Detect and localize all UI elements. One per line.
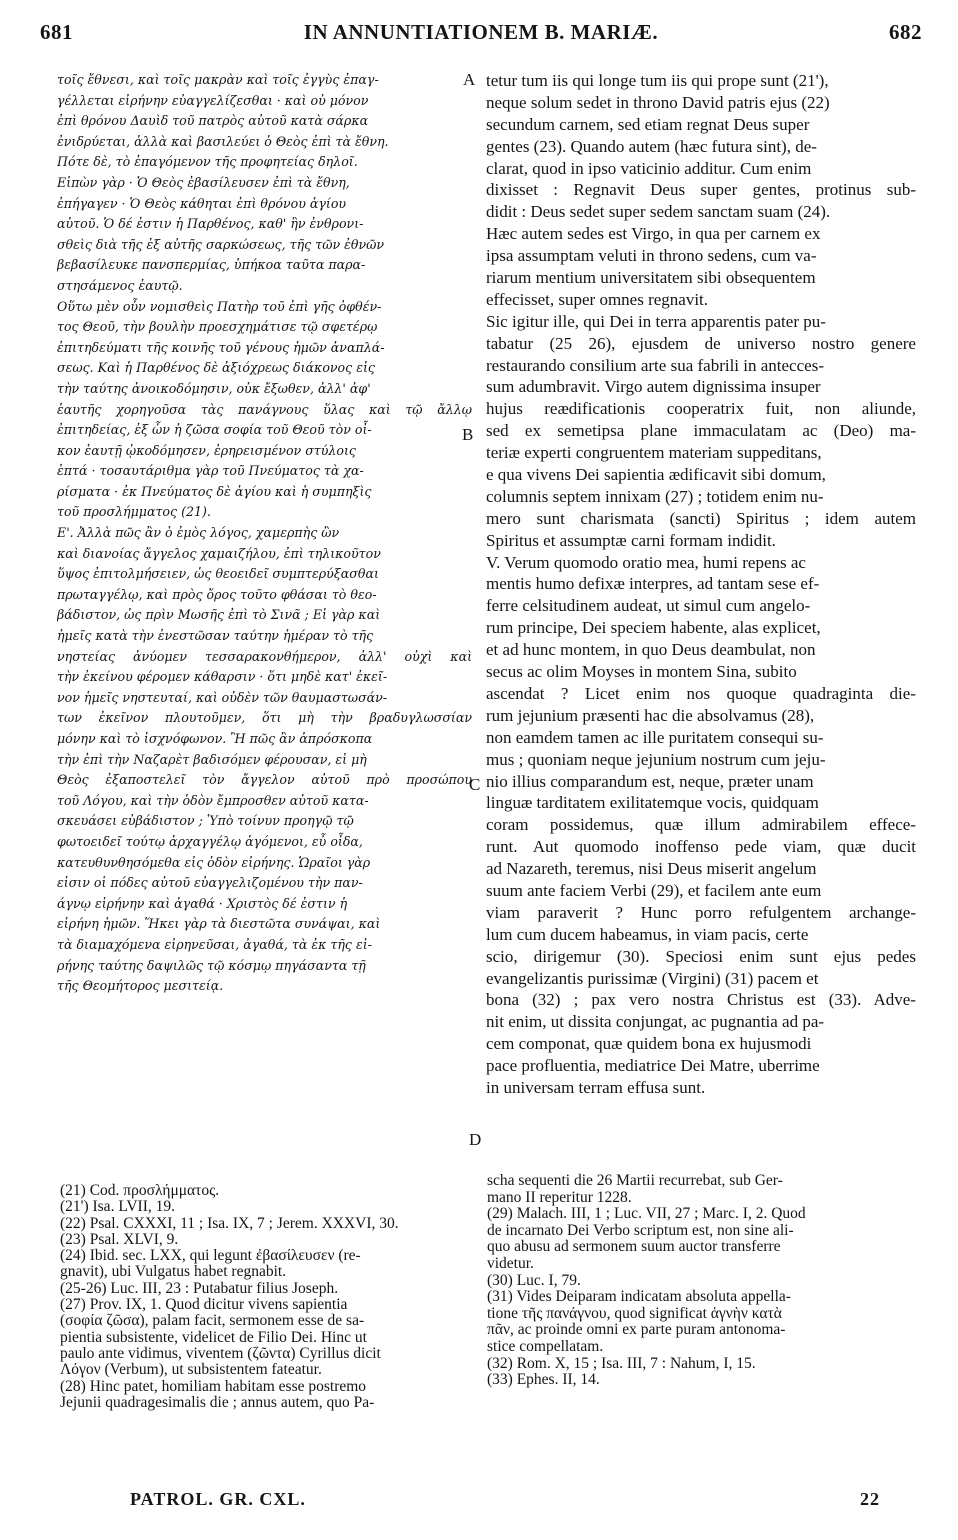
footnote-line: stice compellatam.: [487, 1338, 604, 1355]
latin-text-line: in universam terram effusa sunt.: [486, 1077, 706, 1097]
latin-text-line: evangelizantis purissimæ (Virgini) (31) pacem et: [486, 968, 819, 988]
footnote-line: (σοφία ζῶσα), palam facit, sermonem esse de sa-: [60, 1313, 365, 1330]
greek-text-line: Πότε δὲ, τὸ ἐπαγόμενον τῆς προφητείας δηλοῖ.: [57, 154, 358, 170]
greek-text-line: ἐνιδρύεται, ἀλλὰ καὶ βασιλεύει ὁ Θεὸς ἐπὶ τὰ ἔθνη.: [57, 133, 389, 149]
footnote-line: de incarnato Dei Verbo scriptum est, non sine ali-: [487, 1222, 794, 1239]
latin-text-line: Sic igitur ille, qui Dei in terra apparentis pater pu-: [486, 311, 826, 331]
latin-text-line: hujus reædificationis cooperatrix fuit, non aliunde,: [486, 399, 916, 419]
latin-text-line: V. Verum quomodo oratio mea, humi repens ac: [486, 552, 806, 572]
footnote-line: mano II reperitur 1228.: [487, 1189, 632, 1206]
greek-text-line: νηστείας ἀνύομεν τεσσαρακονθήμερον, ἀλλ' οὐχὶ καὶ: [57, 648, 472, 664]
greek-text-line: τὴν ἐπὶ τὴν Ναζαρὲτ βαδισόμεν φέρουσαν, εἰ μὴ: [57, 751, 367, 767]
footnote-line: (22) Psal. CXXXI, 11 ; Isa. IX, 7 ; Jerem. XXXVI, 30.: [60, 1215, 399, 1232]
latin-text-line: gentes (23). Quando autem (hæc futura sint), de-: [486, 136, 817, 156]
footnote-line: πᾶν, ac proinde omni ex parte puram antonoma-: [487, 1322, 786, 1339]
greek-text-line: κον ἑαυτῇ ᾠκοδόμησεν, ἐρηρεισμένον στύλοις: [57, 442, 356, 458]
footnote-line: (28) Hinc patet, homiliam habitam esse postremo: [60, 1378, 367, 1395]
greek-text-line: νον ἡμεῖς νηστευταί, καὶ οὐδὲν τῶν θαυμαστωσάν-: [57, 689, 388, 705]
footnote-line: scha sequenti die 26 Martii recurrebat, sub Ger-: [487, 1173, 783, 1189]
latin-text-line: suum ante faciem Verbi (29), et facilem ante eum: [486, 880, 822, 900]
latin-text-line: tabatur (25 26), ejusdem de universo nostro genere: [486, 333, 916, 353]
greek-text-line: τοῖς ἔθνεσι, καὶ τοῖς μακρὰν καὶ τοῖς ἐγγὺς ἐπαγ-: [57, 72, 379, 87]
greek-text-line: τοῦ προσλήμματος (21).: [57, 504, 211, 520]
latin-text-line: lum cum ducem habeamus, in viam pacis, certe: [486, 924, 809, 944]
greek-text-line: τὴν ἐκείνου φέρομεν κάθαρσιν · ὅτι μηδὲ κατ' ἐκεῖ-: [57, 669, 388, 685]
greek-text-line: τοῦ Λόγου, καὶ τὴν ὁδὸν ἔμπροσθεν αὐτοῦ κατα-: [57, 792, 369, 808]
footnote-line: (25-26) Luc. III, 23 : Putabatur filius Joseph.: [60, 1280, 339, 1297]
latin-text-line: bona (32) ; pax vero nostra Christus est (33). Adve-: [486, 990, 916, 1010]
latin-text-line: ferre celsitudinem audeat, ut simul cum angelo-: [486, 596, 811, 616]
latin-text-line: pace profluentia, mediatrice Dei Matre, uberrime: [486, 1056, 820, 1076]
page-number-left: 681: [40, 20, 73, 44]
greek-text-line: εἰρήνη ἡμῶν. Ἥκει γὰρ τὰ διεστῶτα συνάψαι, καὶ: [57, 916, 381, 932]
greek-text-line: τὴν ταύτης ἀνοικοδόμησιν, οὐκ ἔξωθεν, ἀλλ' ἀφ': [57, 380, 371, 396]
page-footer: [130, 1489, 880, 1515]
greek-text-line: ρήνης ταύτης δαψιλῶς τῷ κόσμῳ πηγάσαντα τῇ: [57, 957, 366, 973]
footnotes-left: [60, 1183, 475, 1411]
latin-text-line: nio illius comparandum est, neque, præter unam: [486, 771, 814, 791]
greek-text-column: [57, 70, 472, 997]
latin-text-line: rum principe, Dei speciem habente, alas explicet,: [486, 618, 821, 638]
latin-text-line: mentis humo defixæ interpres, ad tantam sese ef-: [486, 574, 820, 594]
latin-text-line: ad Nazareth, teremus, nisi Deus miserit angelum: [486, 859, 817, 879]
footer-signature: 22: [860, 1489, 880, 1509]
latin-text-line: coram possidemus, quæ illum admirabilem effece-: [486, 815, 916, 835]
greek-text-line: ρίσματα · ἐκ Πνεύματος δὲ ἁγίου καὶ ἡ συμπηξὶς: [57, 483, 372, 499]
greek-text-line: φωτοειδεῖ τούτῳ ἀρχαγγέλῳ ἀγόμενοι, εὖ οἶδα,: [57, 833, 363, 849]
latin-text-line: restaurando consilium arte sua fabrili in antecces-: [486, 355, 824, 375]
running-title: IN ANNUNTIATIONEM B. MARIÆ.: [303, 20, 659, 44]
page-number-right: 682: [889, 20, 922, 44]
greek-text-line: τος Θεοῦ, τὴν βουλὴν προεσχημάτισε τῷ σφετέρῳ: [57, 319, 378, 335]
footnote-line: Λόγον (Verbum), ut subsistentem fateatur.: [60, 1362, 322, 1379]
greek-text-line: των ἐκεῖνον πλουτοῦμεν, ὅτι μὴ τὴν βραδυγλωσσίαν: [57, 710, 472, 726]
margin-letter-c: C: [469, 775, 481, 794]
latin-text-line: mero sunt charismata (sancti) Spiritus ; idem autem: [486, 508, 916, 528]
footnote-line: quo abusu ad sermonem suum auctor transferre: [487, 1239, 781, 1256]
latin-text-line: ascendat ? Licet enim nos quoque quadraginta die-: [486, 683, 916, 703]
margin-letter-a: A: [463, 70, 476, 89]
greek-text-line: μόνην καὶ τὸ ἰσχνόφωνον. Ἢ πῶς ἂν ἀπρόσκοπα: [57, 731, 373, 746]
running-header: [40, 20, 922, 54]
footnote-line: (27) Prov. IX, 1. Quod dicitur vivens sapientia: [60, 1297, 348, 1314]
greek-text-line: σκευάσει εὐβάδιστον ; Ὑπὸ τοίνυν προηγῷ τῷ: [57, 813, 354, 829]
footnote-line: (23) Psal. XLVI, 9.: [60, 1231, 179, 1248]
latin-text-line: e qua vivens Dei sapientia ædificavit sibi domum,: [486, 465, 826, 485]
footnote-line: videtur.: [487, 1255, 534, 1272]
footnotes-right: [487, 1173, 919, 1389]
footnote-line: gnavit), ubi Vulgatus habet regnabit.: [60, 1264, 287, 1281]
latin-text-line: secus ac olim Moyses in montem Sina, subito: [486, 662, 797, 682]
latin-text-line: et ad hunc montem, in quo Deus deambulat, non: [486, 640, 816, 660]
latin-text-line: Spiritus et assumptæ carni formam indidit.: [486, 530, 776, 550]
footnote-line: (21') Isa. LVII, 19.: [60, 1199, 176, 1216]
greek-text-line: ὕψος ἐπιτολμήσειεν, ὡς θεοειδεῖ συμπτερύξασθαι: [57, 566, 379, 582]
footnote-line: (33) Ephes. II, 14.: [487, 1372, 600, 1389]
margin-letter-b: B: [462, 425, 474, 444]
greek-text-line: σθεὶς διὰ τῆς ἐξ αὐτῆς σαρκώσεως, τῆς τῶν ἐθνῶν: [57, 236, 385, 252]
greek-text-line: καὶ διανοίας ἄγγελος χαμαιζήλου, ἐπὶ τηλικοῦτον: [57, 545, 381, 561]
margin-letter-d: D: [469, 1130, 482, 1149]
greek-text-line: πρωταγγέλῳ, καὶ πρὸς ὄρος τοῦτο φθάσαι τὸ θεο-: [57, 586, 377, 602]
latin-text-line: linguæ tarditatem exilitatemque vocis, quidquam: [486, 793, 819, 813]
latin-text-line: nit enim, ut dissita conjungat, ac pugnantia ad pa-: [486, 1012, 825, 1032]
latin-text-line: cem componat, quæ quidem bona ex hujusmodi: [486, 1034, 812, 1054]
latin-text-line: secundum carnem, sed etiam regnat Deus super: [486, 114, 810, 134]
greek-text-line: ἐπιτηδείας, ἐξ ὧν ἡ ζῶσα σοφία τοῦ Θεοῦ τὸν οἶ-: [57, 422, 372, 438]
footnote-line: (29) Malach. III, 1 ; Luc. VII, 27 ; Marc. I, 2. Quod: [487, 1206, 806, 1223]
greek-text-line: ἐπὶ θρόνου Δαυὶδ τοῦ πατρὸς αὐτοῦ κατὰ σάρκα: [57, 113, 369, 129]
footnote-line: (32) Rom. X, 15 ; Isa. III, 7 : Nahum, I, 15.: [487, 1355, 756, 1372]
footnote-line: Jejunii quadragesimalis die ; annus autem, quo Pa-: [60, 1394, 375, 1411]
greek-text-line: ἡμεῖς κατὰ τὴν ἐνεστῶσαν ταύτην ἡμέραν τὸ τῆς: [57, 628, 374, 644]
greek-text-line: σεως. Καὶ ἡ Παρθένος δὲ ἀξιόχρεως διάκονος εἰς: [57, 360, 375, 376]
latin-text-column: [486, 70, 916, 1099]
latin-text-line: Hæc autem sedes est Virgo, in qua per carnem ex: [486, 224, 821, 244]
latin-text-line: scio, dirigemur (30). Speciosi enim sunt ejus pedes: [486, 946, 916, 966]
footnote-line: (30) Luc. I, 79.: [487, 1272, 581, 1289]
footnote-line: (21) Cod. προσλήμματος.: [60, 1183, 220, 1199]
latin-text-line: tetur tum iis qui longe tum iis qui prope sunt (21'),: [486, 71, 829, 90]
latin-text-line: ipsa assumptam veluti in throno sedens, cum va-: [486, 246, 817, 266]
greek-text-line: βάδιστον, ὡς πρὶν Μωσῆς ἐπὶ τὸ Σινᾶ ; Εἰ γὰρ καὶ: [57, 607, 381, 623]
latin-text-line: teriæ experti congruentem materiam suppeditans,: [486, 443, 822, 463]
greek-text-line: τὰ διαμαχόμενα εἰρηνεῦσαι, ἀγαθά, τὰ ἐκ τῆς εἰ-: [57, 936, 372, 952]
latin-text-line: viam paraverit ? Hunc porro refulgentem archange-: [486, 902, 916, 922]
latin-text-line: runt. Aut quomodo inoffenso pede viam, quæ ducit: [486, 837, 916, 857]
greek-text-line: βεβασίλευκε πανσπερμίας, ὑπήκοα ταῦτα παρα-: [57, 257, 366, 273]
footnote-line: tione τῆς πανάγνου, quod significat ἁγνὴν κατὰ: [487, 1305, 782, 1322]
greek-text-line: ἑπτά · τοσαυτάριθμα γὰρ τοῦ Πνεύματος τὰ χα-: [57, 463, 364, 479]
greek-text-line: στησάμενος ἑαυτῷ.: [57, 277, 183, 293]
footnote-line: paulo ante vidimus, viventem (ζῶντα) Cyrillus dicit: [60, 1345, 381, 1362]
latin-text-line: mus ; quoniam neque jejunium nostrum cum jeju-: [486, 749, 826, 769]
greek-text-line: ἑαυτῆς χορηγοῦσα τὰς πανάγνους ὕλας καὶ τῷ ἄλλῳ: [57, 401, 472, 417]
greek-text-line: τῆς Θεομήτορος μεσιτείᾳ.: [57, 978, 224, 994]
footnote-line: pientia subsistente, videlicet de Filio Dei. Hinc ut: [60, 1329, 367, 1346]
greek-text-line: άγνῳ εἰρήνην καὶ ἀγαθά · Χριστὸς δέ ἐστιν ἡ: [57, 895, 348, 911]
greek-text-line: Ε'. Ἀλλὰ πῶς ἂν ὁ ἐμὸς λόγος, χαμερπὴς ὢν: [57, 525, 340, 541]
latin-text-line: sum adumbravit. Virgo autem dignissima insuper: [486, 377, 821, 397]
latin-text-line: effecisset, super omnes regnavit.: [486, 289, 709, 309]
greek-text-line: γέλλεται εἰρήνην εὐαγγελίζεσθαι · καὶ οὐ μόνον: [57, 92, 369, 108]
footnote-line: (24) Ibid. sec. LXX, qui legunt ἐβασίλευσεν (re-: [60, 1248, 361, 1265]
latin-text-line: clarat, quod in ipso vaticinio additur. Cum enim: [486, 158, 812, 178]
latin-text-line: rum jejunium præsenti hac die absolvamus (28),: [486, 705, 815, 725]
latin-text-line: riarum mentium universitatem sibi obsequentem: [486, 268, 816, 288]
greek-text-line: Θεὸς ἐξαποστελεῖ τὸν ἄγγελον αὐτοῦ πρὸ προσώπου: [57, 772, 472, 788]
greek-text-line: Οὕτω μὲν οὖν νομισθεὶς Πατὴρ τοῦ ἐπὶ γῆς ὀφθέν-: [57, 298, 382, 314]
latin-text-line: columnis septem innixam (27) ; totidem enim nu-: [486, 486, 824, 506]
latin-text-line: neque solum sedet in throno David patris ejus (22): [486, 92, 830, 112]
footnote-line: (31) Vides Deiparam indicatam absoluta appella-: [487, 1289, 791, 1306]
latin-text-line: non eamdem tamen ac ille puritatem consequi su-: [486, 727, 824, 747]
latin-text-line: didit : Deus sedet super sedem sanctam suam (24).: [486, 202, 831, 222]
footer-series: PATROL. GR. CXL.: [130, 1489, 306, 1509]
greek-text-line: Εἰπὼν γὰρ · Ὁ Θεὸς ἐβασίλευσεν ἐπὶ τὰ ἔθνη,: [57, 174, 350, 190]
latin-text-line: sed ex semetipsa plane immaculatam ac (Deo) ma-: [486, 421, 916, 441]
greek-text-line: ἐπιτηδεύματι τῆς κοινῆς τοῦ γένους ἡμῶν ἀναπλά-: [57, 339, 385, 355]
greek-text-line: εἰσιν οἱ πόδες αὐτοῦ εὐαγγελιζομένου τὴν παν-: [57, 875, 363, 891]
greek-text-line: ἐπήγαγεν · Ὁ Θεὸς κάθηται ἐπὶ θρόνου ἁγίου: [57, 195, 347, 211]
greek-text-line: αὐτοῦ. Ὁ δέ ἐστιν ἡ Παρθένος, καθ' ἣν ἐνθρονι-: [57, 216, 364, 232]
latin-text-line: dixisset : Regnavit Deus super gentes, protinus sub-: [486, 180, 916, 200]
greek-text-line: κατευθυνθησόμεθα εἰς ὁδὸν εἰρήνης. Ὡραῖοι γὰρ: [57, 854, 371, 870]
